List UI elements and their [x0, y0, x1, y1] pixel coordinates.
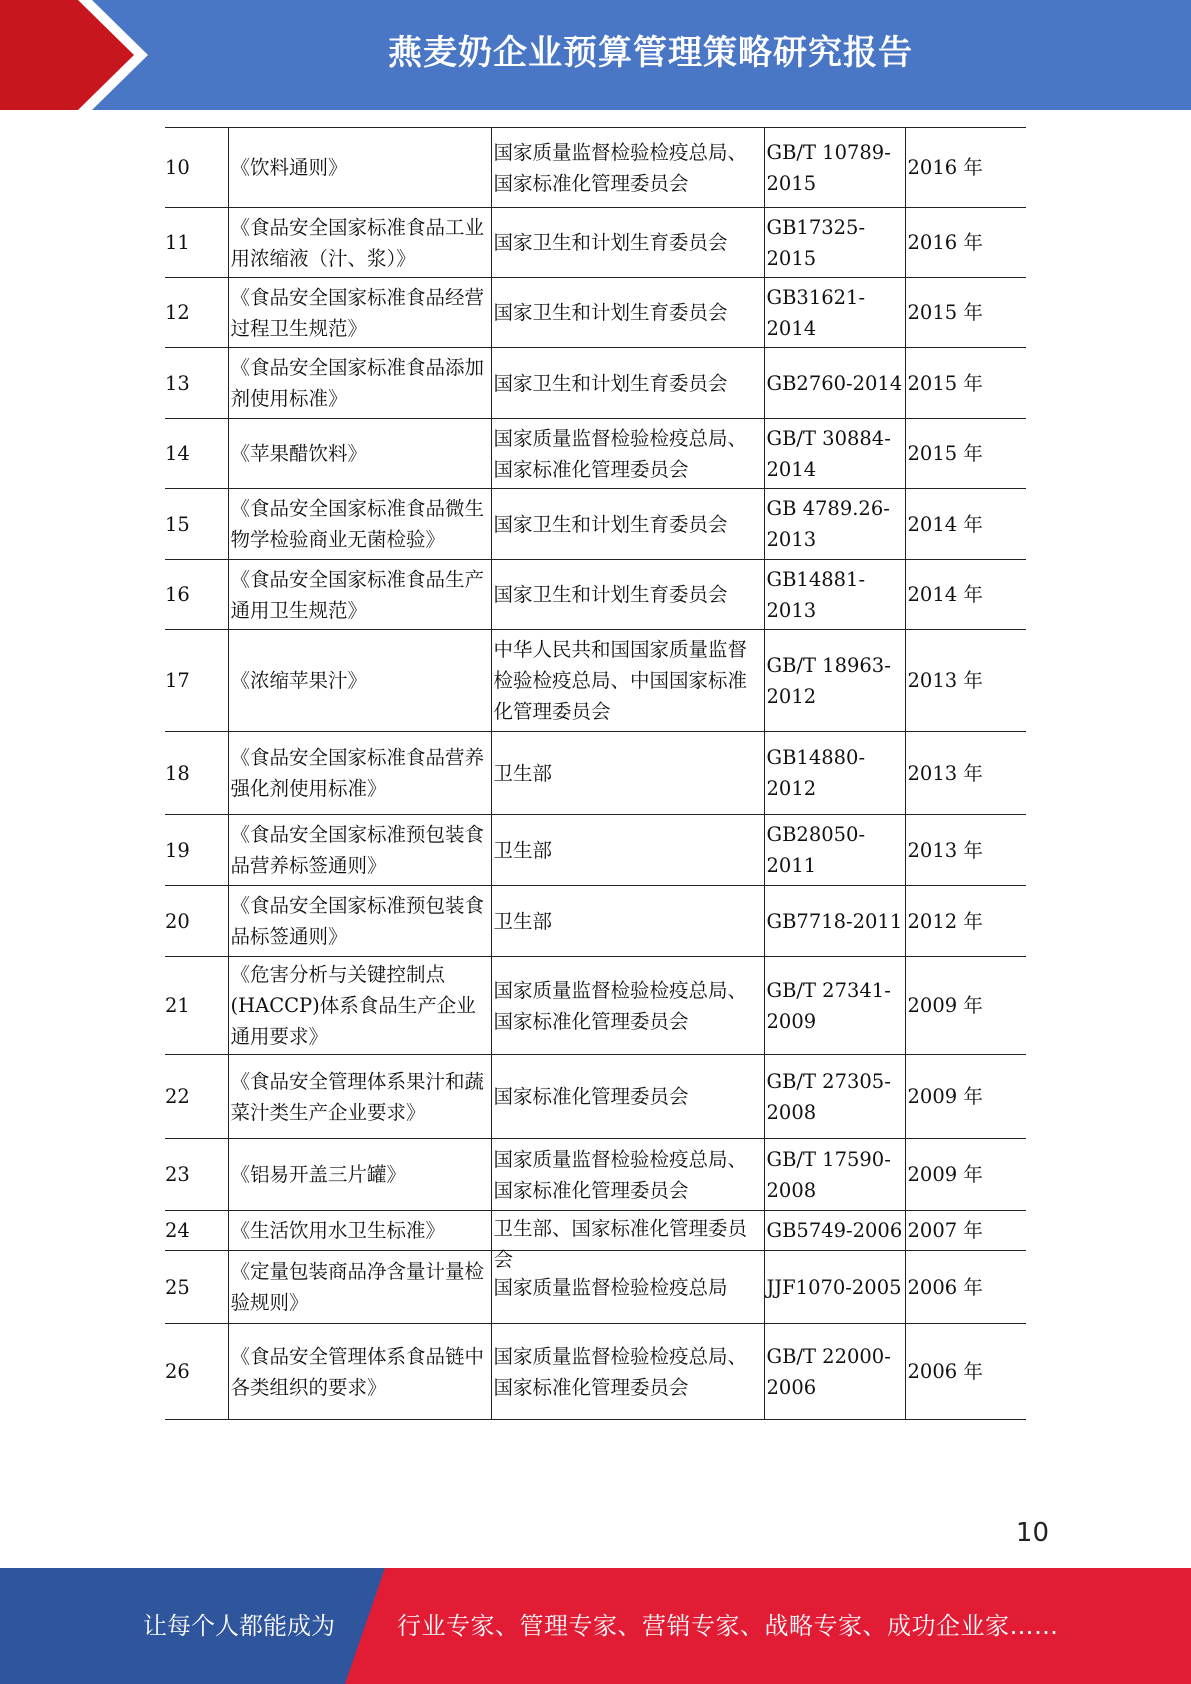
cell-issuer: 国家卫生和计划生育委员会 [491, 560, 764, 630]
cell-year: 2012 年 [905, 886, 1026, 957]
page-header [0, 0, 1191, 110]
cell-code: GB7718-2011 [764, 886, 905, 957]
cell-no: 16 [165, 560, 228, 630]
table-row [165, 419, 1026, 489]
table-row [165, 1139, 1026, 1211]
cell-name: 《铝易开盖三片罐》 [228, 1139, 491, 1211]
cell-issuer: 国家质量监督检验检疫总局、国家标准化管理委员会 [491, 128, 764, 208]
cell-year: 2013 年 [905, 732, 1026, 815]
table-row [165, 1055, 1026, 1139]
cell-no: 26 [165, 1324, 228, 1420]
cell-name: 《饮料通则》 [228, 128, 491, 208]
cell-code: GB/T 17590-2008 [764, 1139, 905, 1211]
cell-issuer: 中华人民共和国国家质量监督检验检疫总局、中国国家标准化管理委员会 [491, 630, 764, 732]
table-row [165, 957, 1026, 1055]
cell-code: GB31621-2014 [764, 278, 905, 348]
cell-no: 18 [165, 732, 228, 815]
cell-name: 《食品安全国家标准食品营养强化剂使用标准》 [228, 732, 491, 815]
cell-no: 10 [165, 128, 228, 208]
table-row [165, 128, 1026, 208]
cell-no: 25 [165, 1251, 228, 1324]
table-row [165, 1324, 1026, 1420]
cell-code: GB2760-2014 [764, 348, 905, 419]
cell-year: 2013 年 [905, 630, 1026, 732]
cell-no: 13 [165, 348, 228, 419]
cell-name: 《食品安全国家标准食品经营过程卫生规范》 [228, 278, 491, 348]
cell-no: 11 [165, 208, 228, 278]
cell-no: 14 [165, 419, 228, 489]
cell-name: 《食品安全国家标准预包装食品营养标签通则》 [228, 815, 491, 886]
cell-code: GB5749-2006 [764, 1211, 905, 1251]
cell-issuer: 国家标准化管理委员会 [491, 1055, 764, 1139]
cell-issuer: 卫生部 [491, 886, 764, 957]
cell-name: 《浓缩苹果汁》 [228, 630, 491, 732]
cell-year: 2015 年 [905, 419, 1026, 489]
cell-issuer: 国家质量监督检验检疫总局 [491, 1251, 764, 1324]
cell-name: 《苹果醋饮料》 [228, 419, 491, 489]
cell-no: 20 [165, 886, 228, 957]
table-row [165, 1251, 1026, 1324]
cell-name: 《食品安全国家标准预包装食品标签通则》 [228, 886, 491, 957]
cell-issuer: 国家质量监督检验检疫总局、国家标准化管理委员会 [491, 957, 764, 1055]
cell-issuer: 国家卫生和计划生育委员会 [491, 278, 764, 348]
cell-code: GB/T 27341-2009 [764, 957, 905, 1055]
cell-name: 《危害分析与关键控制点(HACCP)体系食品生产企业通用要求》 [228, 957, 491, 1055]
report-title: 燕麦奶企业预算管理策略研究报告 [388, 33, 913, 73]
standards-table [165, 127, 1026, 1420]
table-row [165, 732, 1026, 815]
table-row [165, 815, 1026, 886]
cell-year: 2007 年 [905, 1211, 1026, 1251]
cell-no: 22 [165, 1055, 228, 1139]
cell-issuer: 国家卫生和计划生育委员会 [491, 208, 764, 278]
cell-code: GB/T 30884-2014 [764, 419, 905, 489]
cell-name: 《食品安全国家标准食品生产通用卫生规范》 [228, 560, 491, 630]
table-row [165, 630, 1026, 732]
footer-slogan-right: 行业专家、管理专家、营销专家、战略专家、成功企业家…… [397, 1612, 1059, 1640]
table-row [165, 886, 1026, 957]
footer-slogan-left: 让每个人都能成为 [143, 1612, 335, 1640]
cell-issuer: 国家质量监督检验检疫总局、国家标准化管理委员会 [491, 1324, 764, 1420]
table-row [165, 208, 1026, 278]
cell-no: 23 [165, 1139, 228, 1211]
cell-year: 2014 年 [905, 560, 1026, 630]
cell-year: 2016 年 [905, 128, 1026, 208]
cell-name: 《食品安全国家标准食品微生物学检验商业无菌检验》 [228, 489, 491, 560]
table-row [165, 348, 1026, 419]
cell-code: GB/T 18963-2012 [764, 630, 905, 732]
cell-no: 15 [165, 489, 228, 560]
cell-code: GB/T 27305-2008 [764, 1055, 905, 1139]
cell-issuer: 卫生部 [491, 815, 764, 886]
cell-year: 2015 年 [905, 278, 1026, 348]
cell-name: 《定量包装商品净含量计量检验规则》 [228, 1251, 491, 1324]
cell-code: GB17325-2015 [764, 208, 905, 278]
cell-name: 《生活饮用水卫生标准》 [228, 1211, 491, 1251]
cell-no: 24 [165, 1211, 228, 1251]
cell-issuer: 国家卫生和计划生育委员会 [491, 348, 764, 419]
cell-year: 2006 年 [905, 1251, 1026, 1324]
cell-year: 2009 年 [905, 957, 1026, 1055]
cell-no: 12 [165, 278, 228, 348]
cell-no: 17 [165, 630, 228, 732]
cell-issuer: 国家质量监督检验检疫总局、国家标准化管理委员会 [491, 419, 764, 489]
cell-code: GB 4789.26-2013 [764, 489, 905, 560]
cell-issuer [491, 1211, 764, 1271]
table-row [165, 560, 1026, 630]
cell-code: JJF1070-2005 [764, 1251, 905, 1324]
cell-year: 2013 年 [905, 815, 1026, 886]
table-row [165, 1211, 1026, 1251]
cell-code: GB28050-2011 [764, 815, 905, 886]
cell-year: 2009 年 [905, 1055, 1026, 1139]
cell-year: 2009 年 [905, 1139, 1026, 1211]
cell-name: 《食品安全国家标准食品工业用浓缩液（汁、浆）》 [228, 208, 491, 278]
cell-code: GB14880-2012 [764, 732, 905, 815]
table-row [165, 278, 1026, 348]
cell-name: 《食品安全管理体系果汁和蔬菜汁类生产企业要求》 [228, 1055, 491, 1139]
cell-code: GB/T 10789-2015 [764, 128, 905, 208]
cell-code: GB14881-2013 [764, 560, 905, 630]
cell-year: 2016 年 [905, 208, 1026, 278]
cell-issuer-text: 卫生部、国家标准化管理委员会 [493, 1216, 748, 1271]
table-row [165, 489, 1026, 560]
cell-code: GB/T 22000-2006 [764, 1324, 905, 1420]
cell-year: 2014 年 [905, 489, 1026, 560]
cell-issuer: 国家质量监督检验检疫总局、国家标准化管理委员会 [491, 1139, 764, 1211]
cell-issuer: 卫生部 [491, 732, 764, 815]
page-number: 10 [1015, 1518, 1049, 1548]
cell-no: 21 [165, 957, 228, 1055]
cell-year: 2015 年 [905, 348, 1026, 419]
cell-name: 《食品安全国家标准食品添加剂使用标准》 [228, 348, 491, 419]
cell-no: 19 [165, 815, 228, 886]
cell-year: 2006 年 [905, 1324, 1026, 1420]
cell-name: 《食品安全管理体系食品链中各类组织的要求》 [228, 1324, 491, 1420]
page-footer [0, 1568, 1191, 1684]
cell-issuer: 国家卫生和计划生育委员会 [491, 489, 764, 560]
